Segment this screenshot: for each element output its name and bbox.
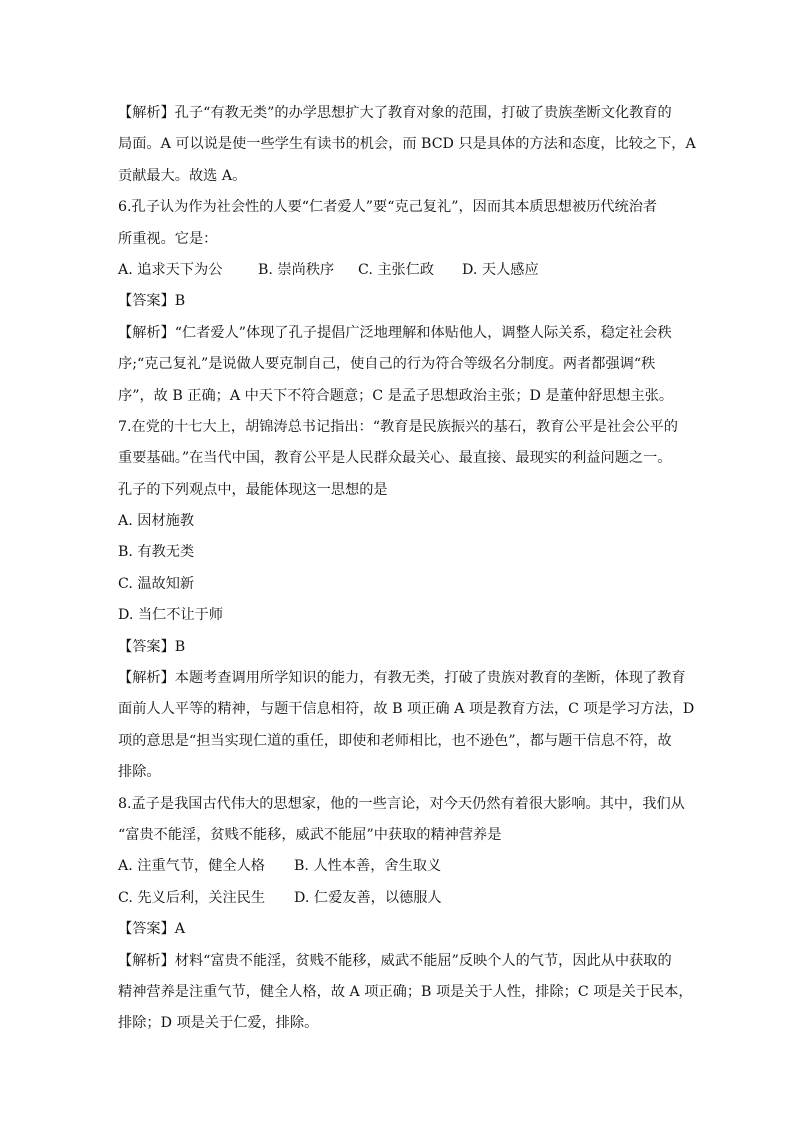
document-page <box>118 98 696 1040</box>
question-6-stem: 6.孔子认为作为社会性的人要“仁者爱人”要“克己复礼”，因而其本质思想被历代统治者 <box>118 199 658 216</box>
question-7-stem: 重要基础。”在当代中国，教育公平是人民群众最关心、最直接、最现实的利益问题之一。 <box>118 450 672 467</box>
option-d: D. 当仁不让于师 <box>118 607 224 624</box>
analysis-line: 排除。 <box>118 764 161 781</box>
analysis-line: 序”，故 B 正确；A 中天下不符合题意；C 是孟子思想政治主张；D 是董仲舒思想主张。 <box>118 387 674 404</box>
option-a: A. 追求天下为公 <box>118 261 223 278</box>
option-c: C. 先义后利，关注民生 <box>118 889 266 906</box>
analysis-line: 【解析】“仁者爱人”体现了孔子提倡广泛地理解和体贴他人，调整人际关系，稳定社会秩 <box>118 324 672 341</box>
question-7-stem: 孔子的下列观点中，最能体现这一思想的是 <box>118 481 388 498</box>
option-d: D. 仁爱友善，以德服人 <box>294 889 442 906</box>
question-8-options-row <box>118 851 678 882</box>
analysis-line: 面前人人平等的精神，与题干信息相符，故 B 项正确 A 项是教育方法，C 项是学习方法，D <box>118 701 695 718</box>
analysis-line: 排除；D 项是关于仁爱，排除。 <box>118 1015 319 1032</box>
option-b: B. 有教无类 <box>118 544 195 561</box>
question-6-stem: 所重视。它是： <box>118 230 218 247</box>
question-7-stem: 7.在党的十七大上，胡锦涛总书记指出：“教育是民族振兴的基石，教育公平是社会公平的 <box>118 418 678 435</box>
answer-line: 【答案】B <box>118 293 186 310</box>
question-8-options-row <box>118 883 678 914</box>
text-line: 【解析】孔子“有教无类”的办学思想扩大了教育对象的范围，打破了贵族垄断文化教育的 <box>118 105 672 121</box>
question-8-stem: “富贵不能淫，贫贱不能移，威武不能屈”中获取的精神营养是 <box>118 826 502 843</box>
option-a: A. 因材施教 <box>118 513 195 530</box>
text-line: 局面。A 可以说是使一些学生有读书的机会，而 BCD 只是具体的方法和态度，比较之下，A <box>118 136 696 153</box>
analysis-line: 序;“克己复礼”是说做人要克制自己，使自己的行为符合等级名分制度。两者都强调“秩 <box>118 356 656 373</box>
option-c: C. 温故知新 <box>118 575 195 592</box>
text-line: 贡献最大。故选 A。 <box>118 167 247 184</box>
option-b: B. 崇尚秩序 <box>258 261 335 278</box>
analysis-line: 【解析】本题考查调用所学知识的能力，有教无类，打破了贵族对教育的垄断，体现了教育 <box>118 670 686 687</box>
answer-line: 【答案】B <box>118 638 186 655</box>
answer-line: 【答案】A <box>118 921 185 938</box>
option-b: B. 人性本善，舍生取义 <box>294 858 442 875</box>
question-6-options <box>118 255 678 286</box>
question-8-stem: 8.孟子是我国古代伟大的思想家，他的一些言论，对今天仍然有着很大影响。其中，我们从 <box>118 795 685 812</box>
analysis-line: 精神营养是注重气节，健全人格，故 A 项正确；B 项是关于人性，排除；C 项是关于民本， <box>118 983 693 1000</box>
analysis-line: 项的意思是“担当实现仁道的重任，即使和老师相比，也不逊色”，都与题干信息不符，故 <box>118 732 672 749</box>
option-d: D. 天人感应 <box>462 261 539 278</box>
option-c: C. 主张仁政 <box>358 261 435 278</box>
option-a: A. 注重气节，健全人格 <box>118 858 265 875</box>
analysis-line: 【解析】材料“富贵不能淫，贫贱不能移，威武不能屈”反映个人的气节，因此从中获取的 <box>118 952 672 969</box>
